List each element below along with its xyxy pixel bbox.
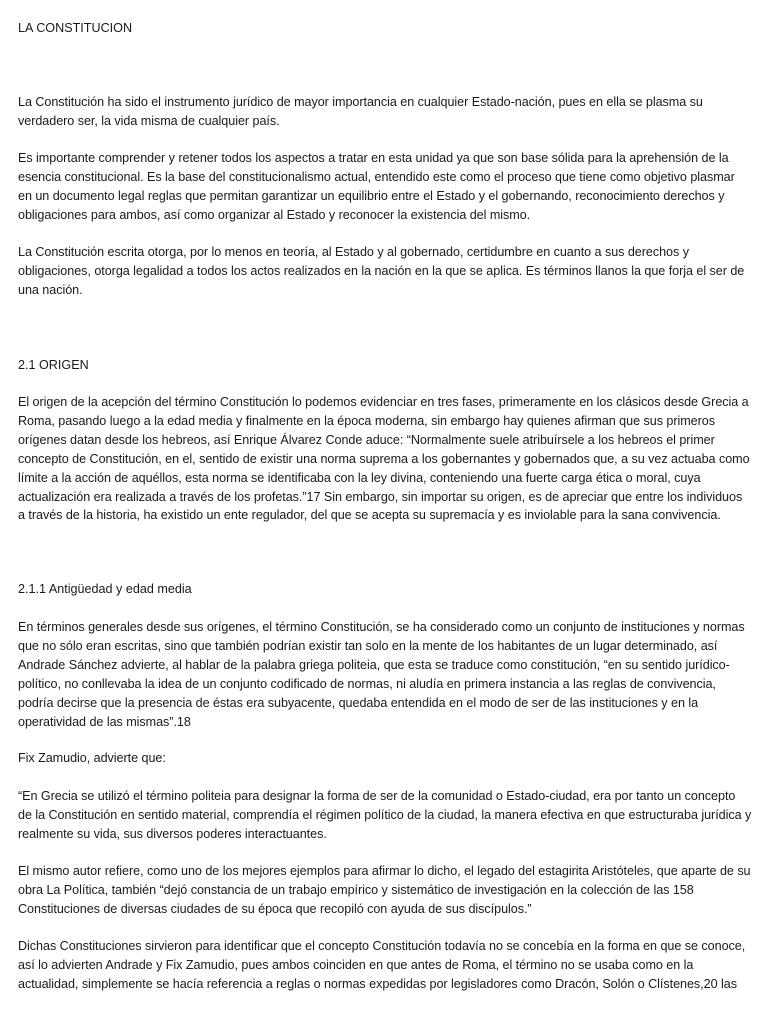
paragraph-fix-zamudio: Fix Zamudio, advierte que: xyxy=(18,751,166,765)
paragraph-written-constitution: La Constitución escrita otorga, por lo menos en teoría, al Estado y al gobernado, certidumbre en cuanto a sus derechos y obligaciones, otorga legalidad a todos los actos realizados en la nación en la que se aplica. Es términos llanos la que forja el ser de una nación. xyxy=(18,245,745,297)
paragraph-quote-grecia: “En Grecia se utilizó el término politeia para designar la forma de ser de la comunidad o Estado-ciudad, era por tanto un concepto de la Constitución en sentido material, comprendía el régimen político de la ciudad, la manera efectiva en que estructuraba jurídica y realmente su vida, sus diversos poderes interactuantes. xyxy=(18,789,752,841)
section-heading-antiguedad: 2.1.1 Antigüedad y edad media xyxy=(18,582,192,596)
paragraph-politeia: En términos generales desde sus orígenes, el término Constitución, se ha considerado como un conjunto de instituciones y normas que no sólo eran escritas, sino que también podrían existir tan solo en la mente de los habitantes de un lugar determinado, así Andrade Sánchez advierte, al hablar de la palabra griega politeia, que esta se traduce como constitución, “en su sentido jurídico-político, no conllevaba la idea de un conjunto codificado de normas, ni aludía en primera instancia a las reglas de convivencia, podría decirse que la presencia de éstas era subyacente, quedaba entendida en el modo de ser de las instituciones y en la operatividad de las mismas”.18 xyxy=(18,620,745,729)
document-title: LA CONSTITUCION xyxy=(18,21,133,35)
paragraph-importance: Es importante comprender y retener todos los aspectos a tratar en esta unidad ya que son base sólida para la aprehensión de la esencia constitucional. Es la base del constitucionalismo actual, entendido este como el proceso que tiene como objetivo plasmar en un documento legal reglas que permitan garantizar un equilibrio entre el Estado y el gobernando, reconocimiento derechos y obligaciones para ambos, así como organizar al Estado y reconocer la existencia del mismo. xyxy=(18,151,735,222)
paragraph-constituciones: Dichas Constituciones sirvieron para identificar que el concepto Constitución todavía no se concebía en la forma en que se conoce, así lo advierten Andrade y Fix Zamudio, pues ambos coinciden en que antes de Roma, el término no se usaba como en la actualidad, simplemente se hacía referencia a reglas o normas expedidas por legisladores como Dracón, Solón o Clístenes,20 las xyxy=(18,939,746,991)
paragraph-origen: El origen de la acepción del término Constitución lo podemos evidenciar en tres fases, primeramente en los clásicos desde Grecia a Roma, pasando luego a la edad media y finalmente en la época moderna, sin embargo hay quienes afirman que sus primeros orígenes datan desde los hebreos, así Enrique Álvarez Conde aduce: “Normalmente suele atribuírsele a los hebreos el primer concepto de Constitución, en el, sentido de existir una norma suprema a los gobernantes y gobernados que, a su vez actuaba como límite a la acción de aquéllos, esta norma se identificaba con la ley divina, conteniendo una fuerte carga ética o moral, cuya actualización era realizada a través de los profetas.”17 Sin embargo, sin importar su origen, es de apreciar que entre los individuos a través de la historia, ha existido un ente regulador, del que se acepta su supremacía y es inviolable para la sana convivencia. xyxy=(18,395,750,523)
paragraph-intro: La Constitución ha sido el instrumento jurídico de mayor importancia en cualquier Estado-nación, pues en ella se plasma su verdadero ser, la vida misma de cualquier país. xyxy=(18,95,703,128)
paragraph-aristoteles: El mismo autor refiere, como uno de los mejores ejemplos para afirmar lo dicho, el legado del estagirita Aristóteles, que aparte de su obra La Política, también “dejó constancia de un trabajo empírico y sistemático de investigación en la colección de las 158 Constituciones de diversas ciudades de su época que recopiló con ayuda de sus discípulos.” xyxy=(18,864,751,916)
section-heading-origen: 2.1 ORIGEN xyxy=(18,358,89,372)
